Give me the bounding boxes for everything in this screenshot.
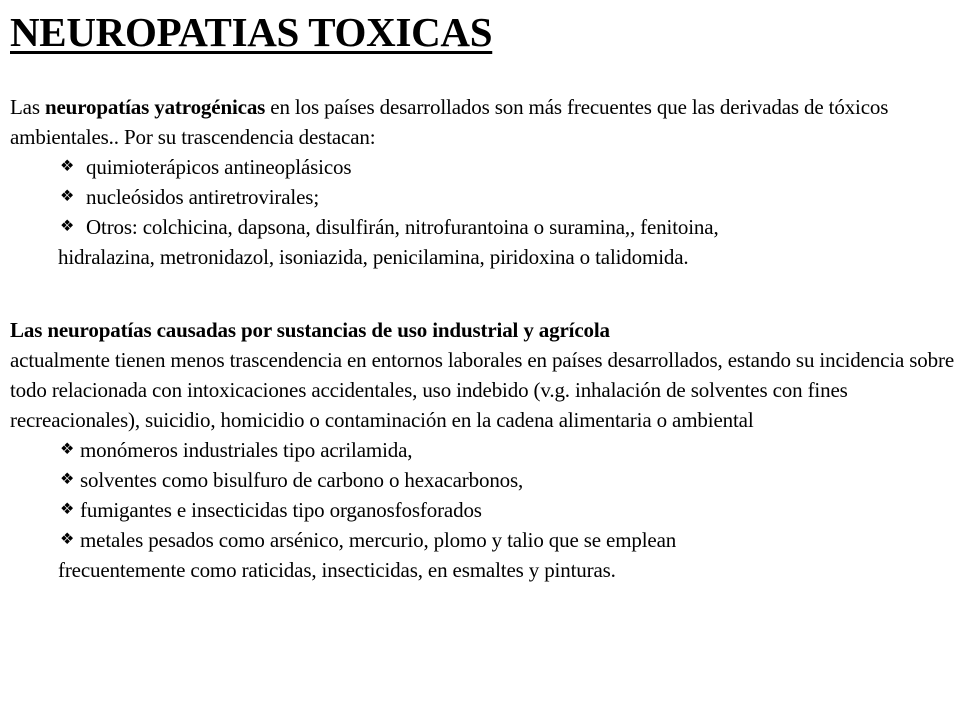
- list-item: ❖ nucleósidos antiretrovirales;: [10, 182, 955, 212]
- intro-bold-term: neuropatías yatrogénicas: [44, 95, 266, 119]
- section-yatrogenic: [10, 92, 955, 272]
- list-item: ❖ fumigantes e insecticidas tipo organosfosforados: [10, 495, 955, 525]
- list-item-continuation: hidralazina, metronidazol, isoniazida, penicilamina, piridoxina o talidomida.: [58, 245, 689, 269]
- diamond-bullet-icon: ❖: [60, 501, 75, 518]
- list-item-continuation: frecuentemente como raticidas, insecticidas, en esmaltes y pinturas.: [58, 558, 616, 582]
- diamond-bullet-icon: ❖: [60, 218, 75, 235]
- section-industrial: [10, 315, 955, 585]
- section-body: actualmente tienen menos trascendencia en entornos laborales en países desarrollados, estando su incidencia sobre todo relacionada con intoxicaciones accidentales, uso indebido (v.g. inhalación de solventes con fines recreacionales), suicidio, homicidio o contaminación en la cadena alimentaria o ambiental: [10, 348, 955, 432]
- industrial-list: [10, 435, 955, 585]
- diamond-bullet-icon: ❖: [60, 441, 75, 458]
- list-item: ❖ metales pesados como arsénico, mercurio, plomo y talio que se emplean frecuentemente como raticidas, insecticidas, en esmaltes y pinturas.: [10, 525, 955, 585]
- page-title: NEUROPATIAS TOXICAS: [10, 9, 493, 55]
- diamond-bullet-icon: ❖: [60, 471, 75, 488]
- diamond-bullet-icon: ❖: [60, 188, 75, 205]
- list-item: ❖ solventes como bisulfuro de carbono o hexacarbonos,: [10, 465, 955, 495]
- list-item: ❖ Otros: colchicina, dapsona, disulfirán, nitrofurantoina o suramina,, fenitoina, hidralazina, metronidazol, isoniazida, penicilamina, piridoxina o talidomida.: [10, 212, 955, 272]
- diamond-bullet-icon: ❖: [60, 531, 75, 548]
- diamond-bullet-icon: ❖: [60, 158, 75, 175]
- list-item: ❖ monómeros industriales tipo acrilamida,: [10, 435, 955, 465]
- section-heading: Las neuropatías causadas por sustancias de uso industrial y agrícola: [10, 318, 610, 342]
- yatrogenic-list: [10, 152, 955, 272]
- section-intro: Las neuropatías yatrogénicas en los países desarrollados son más frecuentes que las derivadas de tóxicos ambientales.. Por su trascendencia destacan:: [10, 95, 889, 149]
- list-item: ❖ quimioterápicos antineoplásicos: [10, 152, 955, 182]
